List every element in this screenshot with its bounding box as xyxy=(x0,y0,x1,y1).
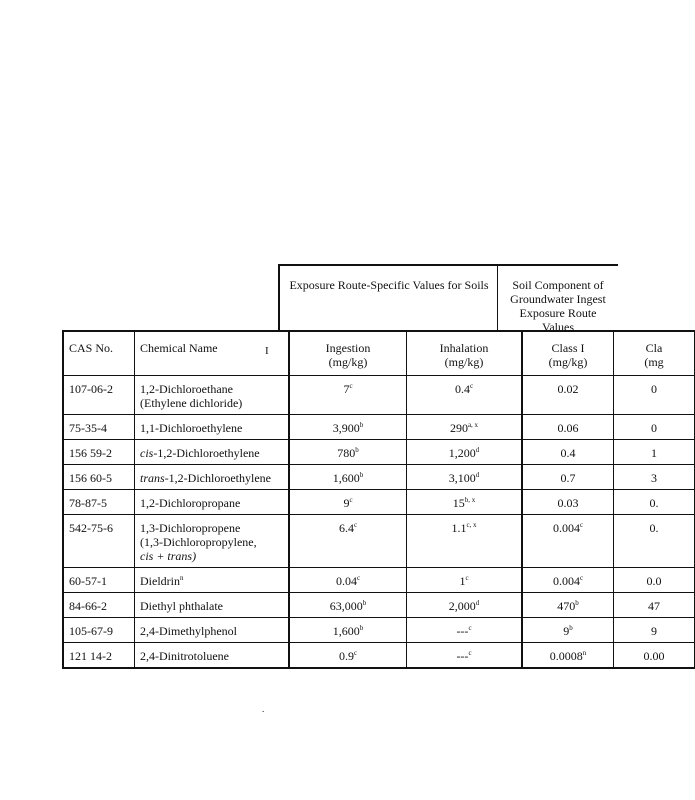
footnote-marker: n xyxy=(180,574,184,582)
ingestion-unit: (mg/kg) xyxy=(328,355,368,369)
chemical-name-line xyxy=(140,471,283,485)
footnote-marker: b xyxy=(569,624,573,632)
chemical-name-cell xyxy=(135,593,290,618)
cas-number-cell: 156 59-2 xyxy=(63,440,135,465)
ingestion-cell-value: 9 xyxy=(343,496,350,510)
ingestion-cell xyxy=(289,415,407,440)
col-header-ingestion xyxy=(289,331,407,376)
cas-number-cell: 542-75-6 xyxy=(63,515,135,568)
class2-cell-value: 0 xyxy=(651,382,657,396)
chemical-name-cell xyxy=(135,568,290,593)
class1-cell-value: 0.7 xyxy=(560,471,576,485)
chemical-name-text: 1,2-Dichloroethylene xyxy=(168,471,271,485)
class2-cell-value: 3 xyxy=(651,471,657,485)
inhalation-cell-value: 1 xyxy=(459,574,466,588)
class1-cell xyxy=(522,376,614,415)
footnote-marker: b xyxy=(362,599,367,607)
class2-cell-value: 1 xyxy=(651,446,657,460)
class2-cell-value: 0.0 xyxy=(646,574,662,588)
inhalation-label: Inhalation xyxy=(439,341,489,355)
inhalation-cell-value: 1.1 xyxy=(451,521,467,535)
table-row xyxy=(63,515,695,568)
ingestion-cell-value: 1,600 xyxy=(332,471,360,485)
inhalation-cell xyxy=(407,618,523,643)
footnote-marker: c xyxy=(349,496,353,504)
class2-cell xyxy=(614,593,695,618)
footnote-marker: b xyxy=(575,599,579,607)
class1-cell xyxy=(522,568,614,593)
table-row xyxy=(63,593,695,618)
footnote-marker: c xyxy=(349,382,353,390)
groundwater-header-line: Groundwater Ingest xyxy=(510,292,606,306)
ingestion-cell xyxy=(289,515,407,568)
inhalation-cell-value: --- xyxy=(456,649,469,663)
ingestion-cell xyxy=(289,618,407,643)
ingestion-cell-value: 0.04 xyxy=(335,574,357,588)
chemical-name-line xyxy=(140,382,283,396)
col-header-class2 xyxy=(614,331,695,376)
class1-cell-value: 0.03 xyxy=(557,496,579,510)
class1-cell xyxy=(522,490,614,515)
inhalation-cell-value: 0.4 xyxy=(454,382,470,396)
footnote-marker: d xyxy=(475,446,480,454)
cas-number-cell: 107-06-2 xyxy=(63,376,135,415)
ingestion-cell xyxy=(289,465,407,490)
cas-number-cell: 121 14-2 xyxy=(63,643,135,669)
chemical-name-line xyxy=(140,421,283,435)
inhalation-unit: (mg/kg) xyxy=(444,355,484,369)
cas-number-cell: 60-57-1 xyxy=(63,568,135,593)
header-tick-mark: I xyxy=(265,345,269,357)
inhalation-cell xyxy=(407,440,523,465)
ingestion-cell-value: 6.4 xyxy=(338,521,354,535)
groundwater-group-header xyxy=(497,264,618,332)
class2-cell xyxy=(614,415,695,440)
inhalation-cell-value: 15 xyxy=(452,496,465,510)
inhalation-cell-value: 3,100 xyxy=(448,471,476,485)
ingestion-cell xyxy=(289,568,407,593)
footnote-marker: c xyxy=(356,574,361,582)
footnote-marker: b, x xyxy=(464,496,476,504)
soils-group-title: Exposure Route-Specific Values for Soils xyxy=(289,278,489,292)
chemical-name-text: 2,4-Dimethylphenol xyxy=(140,624,237,638)
footnote-marker: c xyxy=(353,649,358,657)
chemical-name-text: Dieldrin xyxy=(140,574,180,588)
table-row xyxy=(63,568,695,593)
inhalation-cell xyxy=(407,465,523,490)
chemical-name-line xyxy=(140,599,283,613)
table-row xyxy=(63,440,695,465)
class1-cell xyxy=(522,593,614,618)
chemical-name-line xyxy=(140,496,283,510)
ingestion-cell xyxy=(289,593,407,618)
chemical-name-text: 1,1-Dichloroethylene xyxy=(140,421,243,435)
col-header-inhalation xyxy=(407,331,523,376)
footnote-marker: c xyxy=(579,574,584,582)
cas-number-cell: 156 60-5 xyxy=(63,465,135,490)
table-row xyxy=(63,376,695,415)
cas-number-cell: 84-66-2 xyxy=(63,593,135,618)
chemical-name-cell xyxy=(135,643,290,669)
class2-cell xyxy=(614,643,695,669)
groundwater-header-line: Values xyxy=(542,320,574,334)
footnote-marker: c xyxy=(468,624,472,632)
table-row xyxy=(63,618,695,643)
footnote-marker: a, x xyxy=(467,421,479,429)
class2-unit: (mg xyxy=(644,355,664,369)
class1-cell-value: 0.0008 xyxy=(549,649,583,663)
class2-cell xyxy=(614,568,695,593)
class2-cell-value: 0. xyxy=(649,496,659,510)
chemical-name-line xyxy=(140,446,283,460)
class1-cell-value: 470 xyxy=(557,599,576,613)
class1-unit: (mg/kg) xyxy=(548,355,588,369)
chemical-name-line xyxy=(140,396,283,410)
inhalation-cell xyxy=(407,593,523,618)
class1-cell xyxy=(522,618,614,643)
inhalation-cell xyxy=(407,643,523,669)
cas-number-cell: 75-35-4 xyxy=(63,415,135,440)
ingestion-cell-value: 63,000 xyxy=(329,599,363,613)
col-header-cas: CAS No. xyxy=(63,331,135,376)
chemical-name-line xyxy=(140,521,283,535)
footer-mark: . xyxy=(262,704,265,714)
ingestion-cell-value: 780 xyxy=(337,446,356,460)
chemical-name-line xyxy=(140,649,283,663)
chemical-name-text: (Ethylene dichloride) xyxy=(140,396,243,410)
class2-cell xyxy=(614,465,695,490)
class2-cell-value: 0 xyxy=(651,421,657,435)
class1-cell-value: 9 xyxy=(563,624,570,638)
footnote-marker: c xyxy=(468,649,472,657)
footnote-marker: b xyxy=(355,446,359,454)
groundwater-header-line: Exposure Route xyxy=(519,306,597,320)
footnote-marker: c xyxy=(469,382,474,390)
class2-cell xyxy=(614,515,695,568)
inhalation-cell xyxy=(407,415,523,440)
class2-cell-value: 9 xyxy=(651,624,657,638)
col-header-name: Chemical Name xyxy=(135,331,290,376)
inhalation-cell xyxy=(407,568,523,593)
class2-cell-value: 47 xyxy=(648,599,660,613)
chemical-name-cell xyxy=(135,376,290,415)
class1-cell xyxy=(522,440,614,465)
table-row xyxy=(63,490,695,515)
footnote-marker: c, x xyxy=(466,521,477,529)
ingestion-cell xyxy=(289,440,407,465)
ingestion-cell xyxy=(289,490,407,515)
class1-cell-value: 0.004 xyxy=(552,574,580,588)
class1-cell xyxy=(522,465,614,490)
inhalation-cell-value: 2,000 xyxy=(448,599,476,613)
footnote-marker: c xyxy=(353,521,358,529)
chemical-name-cell xyxy=(135,465,290,490)
chemical-name-cell xyxy=(135,415,290,440)
footnote-marker: c xyxy=(465,574,469,582)
ingestion-cell-value: 0.9 xyxy=(338,649,354,663)
chemical-name-line xyxy=(140,535,283,549)
chemical-name-prefix: cis- xyxy=(140,446,158,460)
ingestion-cell xyxy=(289,376,407,415)
inhalation-cell-value: --- xyxy=(456,624,469,638)
cas-number-cell: 78-87-5 xyxy=(63,490,135,515)
class1-cell-value: 0.06 xyxy=(557,421,579,435)
footnote-marker: b xyxy=(359,624,364,632)
class1-cell xyxy=(522,643,614,669)
groundwater-header-line: Soil Component of xyxy=(512,278,604,292)
inhalation-cell-value: 1,200 xyxy=(448,446,476,460)
chemical-name-text: 1,2-Dichloroethane xyxy=(140,382,233,396)
chemical-name-text: Diethyl phthalate xyxy=(140,599,223,613)
class2-cell-value: 0. xyxy=(649,521,659,535)
ingestion-cell xyxy=(289,643,407,669)
footnote-marker: c xyxy=(579,521,584,529)
soils-group-header xyxy=(278,264,498,332)
class1-label: Class I xyxy=(551,341,585,355)
ingestion-cell-value: 7 xyxy=(343,382,350,396)
chemical-name-line xyxy=(140,574,283,588)
ingestion-cell-value: 3,900 xyxy=(332,421,360,435)
class2-cell-value: 0.00 xyxy=(643,649,665,663)
chemical-name-text: 1,2-Dichloropropane xyxy=(140,496,241,510)
inhalation-cell xyxy=(407,376,523,415)
footnote-marker: d xyxy=(475,471,480,479)
class1-cell xyxy=(522,515,614,568)
class1-cell-value: 0.02 xyxy=(557,382,579,396)
chemical-name-line: cis + trans) xyxy=(140,549,197,563)
class2-cell xyxy=(614,618,695,643)
ingestion-cell-value: 1,600 xyxy=(332,624,360,638)
footnote-marker: n xyxy=(582,649,587,657)
class1-cell-value: 0.4 xyxy=(560,446,576,460)
footnote-marker: d xyxy=(475,599,480,607)
ingestion-label: Ingestion xyxy=(325,341,371,355)
footnote-marker: b xyxy=(359,421,364,429)
class1-cell-value: 0.004 xyxy=(552,521,580,535)
chemical-name-text: 1,2-Dichloroethylene xyxy=(157,446,260,460)
chemical-name-cell xyxy=(135,440,290,465)
chemical-name-cell xyxy=(135,515,290,568)
chemical-name-prefix: trans- xyxy=(140,471,169,485)
inhalation-cell-value: 290 xyxy=(449,421,468,435)
class2-cell xyxy=(614,490,695,515)
class2-cell xyxy=(614,440,695,465)
table-body xyxy=(63,376,695,669)
inhalation-cell xyxy=(407,490,523,515)
chemical-values-table xyxy=(62,330,695,669)
chemical-name-text: 1,3-Dichloropropene xyxy=(140,521,241,535)
col-header-class1 xyxy=(522,331,614,376)
cas-number-cell: 105-67-9 xyxy=(63,618,135,643)
chemical-name-text: (1,3-Dichloropropylene, xyxy=(140,535,257,549)
table-row xyxy=(63,415,695,440)
class2-cell xyxy=(614,376,695,415)
chemical-name-cell xyxy=(135,618,290,643)
footnote-marker: b xyxy=(359,471,364,479)
chemical-name-text: 2,4-Dinitrotoluene xyxy=(140,649,229,663)
class2-label: Cla xyxy=(645,341,663,355)
inhalation-cell xyxy=(407,515,523,568)
class1-cell xyxy=(522,415,614,440)
table-row xyxy=(63,643,695,669)
table-header-row xyxy=(63,331,695,376)
chemical-name-cell xyxy=(135,490,290,515)
chemical-name-line xyxy=(140,624,283,638)
table-row xyxy=(63,465,695,490)
